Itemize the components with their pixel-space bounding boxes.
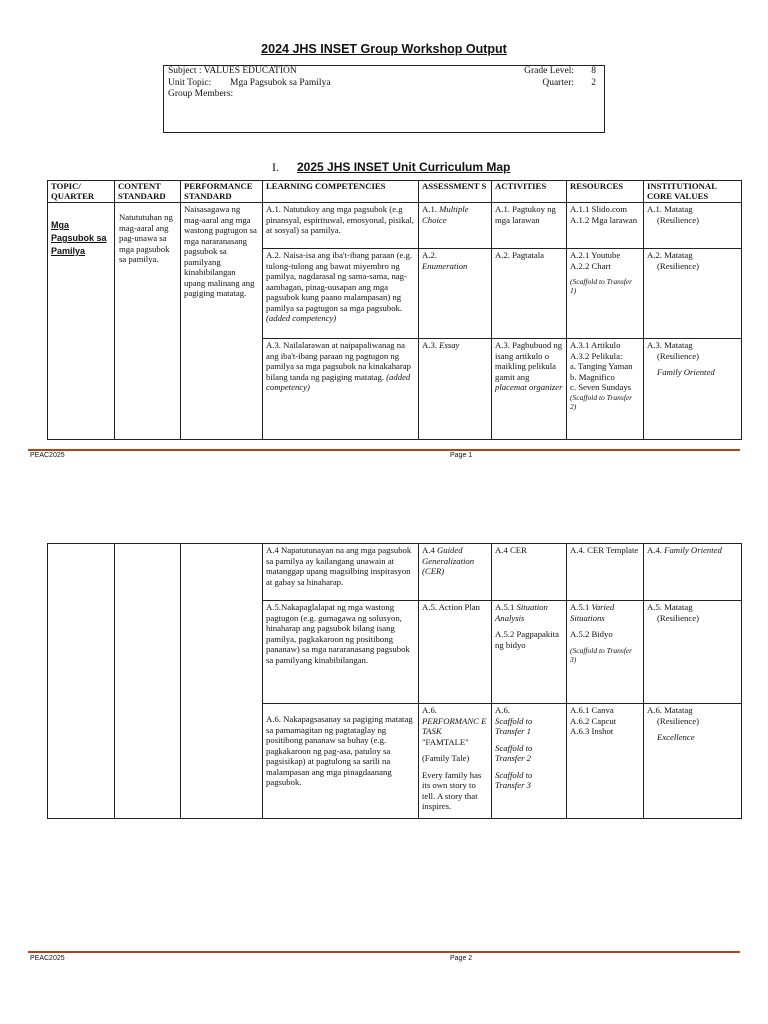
info-row-unit — [168, 78, 600, 90]
info-row-subject — [168, 66, 600, 78]
resource-item: A.6.3 Inshot — [570, 726, 614, 736]
activity-text: A.5.2 Pagpapakita ng bidyo — [495, 629, 559, 650]
footer-left: PEAC2025 — [30, 452, 65, 459]
resource-item: b. Magnifico — [570, 371, 615, 382]
assessment-code: A.3. — [422, 340, 437, 350]
lc-text: A.4 Napatutunayan na ang mga pagsubok sa pamilya ay kailangang unawain at matanggap upang magsilbing inspirasyon at gabay sa hinaharap. — [266, 545, 412, 587]
performance-standard-cell-empty — [181, 544, 263, 819]
section-title: 2025 JHS INSET Unit Curriculum Map — [297, 160, 511, 174]
activity-text: Situation Analysis — [495, 602, 548, 623]
core-values-cell — [644, 339, 742, 440]
lc-cell — [263, 339, 419, 440]
activity-cell — [492, 249, 567, 339]
assessment-text: Multiple Choice — [422, 204, 469, 225]
curriculum-map-table-page1 — [47, 180, 742, 440]
activity-cell — [492, 601, 567, 704]
core-value-code: A.3. Matatag — [647, 340, 693, 350]
assessment-text: Enumeration — [422, 260, 468, 271]
header-topic: TOPIC/ QUARTER — [48, 181, 115, 203]
resources-cell — [567, 339, 644, 440]
assessment-code: A.4 — [422, 545, 435, 555]
activity-code: A.6. — [495, 705, 510, 715]
quarter-value: 2 — [591, 77, 596, 88]
lc-note: (added competency) — [266, 371, 411, 392]
subject-value: VALUES EDUCATION — [203, 66, 297, 76]
members-label: Group Members: — [168, 89, 234, 99]
lc-cell — [263, 544, 419, 601]
assessment-cell — [419, 203, 492, 249]
core-value-text: Excellence — [657, 732, 695, 742]
core-value-code: A.1. Matatag — [647, 204, 693, 214]
header-activities: ACTIVITIES — [492, 181, 567, 203]
unit-label: Unit Topic: — [168, 77, 212, 88]
activity-cell — [492, 544, 567, 601]
assessment-cell — [419, 249, 492, 339]
lc-text: A.5.Nakapaglalapat ng mga wastong pagtugon (e.g. gumagawa ng solusyon, hinaharap ang pagsubok bilang isang pamilya, pagkakaroon ng positibong pananaw) sa mga nararanasang pagsubok sa pamilyang kinabibilangan. — [266, 602, 410, 665]
lc-text: A.6. Nakapagsasanay sa pagiging matatag sa pamamagitan ng pagtataglay ng positibong pananaw sa buhay (e.g. pagkakaroon ng pag-asa, patuloy sa pagsisikap) at pagtulong sa sarili na malampasan ang mga pinagdaanang pagsubok. — [266, 714, 413, 787]
grade-label: Grade Level: — [524, 66, 574, 76]
activity-italic: placemat organizer — [495, 382, 563, 392]
performance-standard-cell — [181, 203, 263, 440]
resources-cell — [567, 704, 644, 819]
topic-text: Mga Pagsubok sa Pamilya — [51, 220, 107, 256]
assessment-cell — [419, 339, 492, 440]
topic-cell-empty — [48, 544, 115, 819]
lc-cell — [263, 704, 419, 819]
assessment-code: A.2. — [422, 250, 437, 260]
core-value-text: (Resilience) — [657, 214, 699, 225]
lc-cell — [263, 203, 419, 249]
resource-code: A.5.1 — [570, 602, 590, 612]
document-title: 2024 JHS INSET Group Workshop Output — [261, 42, 507, 56]
footer-divider — [28, 951, 740, 953]
topic-cell — [48, 203, 115, 440]
curriculum-map-table-page2 — [47, 543, 742, 819]
assessment-text: "FAMTALE" — [422, 736, 469, 747]
assessment-cell — [419, 544, 492, 601]
assessment-code: A.6. — [422, 705, 437, 715]
grade-value: 8 — [591, 66, 596, 76]
core-values-cell — [644, 601, 742, 704]
assessment-cell — [419, 601, 492, 704]
core-values-cell — [644, 544, 742, 601]
activity-cell — [492, 339, 567, 440]
subject-label: Subject : — [168, 66, 202, 76]
footer-page-number: Page 1 — [450, 452, 473, 459]
assessment-text: Guided Generalization (CER) — [422, 545, 475, 576]
core-value-text: Family Oriented — [657, 367, 715, 377]
resource-item: A.3.2 Pelikula: — [570, 350, 623, 361]
activity-text: A.3. Pagbubuod ng isang artikulo o maikling pelikula gamit ang — [495, 340, 563, 382]
resources-cell — [567, 601, 644, 704]
resources-cell — [567, 203, 644, 249]
activity-code: A.5.1 — [495, 602, 515, 612]
resource-item: A.1.2 Mga larawan — [570, 214, 638, 225]
core-values-cell — [644, 203, 742, 249]
activity-text: A.2. Pagtatala — [495, 250, 544, 260]
footer-divider — [28, 449, 740, 451]
activity-text: A.4 CER — [495, 545, 527, 555]
section-number: I. — [272, 160, 279, 174]
resource-item: A.2.1 Youtube — [570, 250, 621, 260]
resource-item: A.4. CER Template — [570, 545, 639, 555]
table-row — [48, 544, 742, 601]
footer-page-number: Page 2 — [450, 955, 473, 962]
performance-standard-text: Naisasagawa ng mag-aaral ang mga wastong pagtugon sa mga nararanasang pagsubok sa pamilyang kinabibilangan upang malinang ang pagiging matatag. — [184, 204, 257, 298]
content-standard-text: Natututuhan ng mag-aaral ang pag-unawa sa mga pagsubok sa pamilya. — [119, 212, 173, 264]
header-content-standard: CONTENT STANDARD — [115, 181, 181, 203]
info-row-members — [168, 89, 600, 101]
resource-item: A.6.2 Capcut — [570, 715, 617, 726]
resource-item: Varied Situations — [570, 602, 615, 623]
assessment-text: Every family has its own story to tell. A story that inspires. — [422, 769, 482, 811]
activity-cell — [492, 704, 567, 819]
unit-value: Mga Pagsubok sa Pamilya — [230, 77, 331, 88]
header-resources: RESOURCES — [567, 181, 644, 203]
resources-cell — [567, 249, 644, 339]
header-core-values: INSTITUTIONAL CORE VALUES — [644, 181, 742, 203]
assessment-text: Essay — [439, 340, 460, 350]
resource-item: A.2.2 Chart — [570, 260, 611, 271]
activity-text: A.1. Pagtukoy ng mga larawan — [495, 204, 556, 225]
content-standard-cell-empty — [115, 544, 181, 819]
lc-text: A.1. Natutukoy ang mga pagsubok (e.g pinansyal, espirituwal, emosyonal, pisikal, at sosyal) sa pamilya. — [266, 204, 414, 235]
resources-cell — [567, 544, 644, 601]
lc-cell — [263, 601, 419, 704]
activity-text: Scaffold to Transfer 1 — [495, 715, 533, 736]
quarter-label: Quarter: — [542, 77, 574, 88]
header-assessments: ASSESSMENT S — [419, 181, 492, 203]
resource-item: a. Tanging Yaman — [570, 361, 633, 371]
lc-text: A.2. Naisa-isa ang iba't-ibang paraan (e.g. tulong-tulong ang bawat miyembro ng pamilya, nagdarasal ng sama-sama, nag-aambagan, pinag-uusapan ang mga pagsubok kung paano malampasan) ng pamilya sa pagtugon sa mga pagsubok. — [266, 250, 413, 313]
core-values-cell — [644, 704, 742, 819]
activity-text: Scaffold to Transfer 2 — [495, 742, 533, 763]
core-values-cell — [644, 249, 742, 339]
table-header-row — [48, 181, 742, 203]
core-value-code: A.5. Matatag — [647, 602, 693, 612]
scaffold-note: (Scaffold to Transfer 3) — [570, 645, 633, 664]
lc-note: (added competency) — [266, 313, 337, 323]
assessment-cell — [419, 704, 492, 819]
table-row — [48, 203, 742, 249]
core-value-text: (Resilience) — [657, 612, 699, 623]
core-value-text: (Resilience) — [657, 715, 699, 726]
lc-text: A.3. Nailalarawan at naipapaliwanag na ang iba't-ibang paraan ng pagtugon ng pamilya sa mga pagsubok na kinakaharap bilang tanda ng pagiging matatag. — [266, 340, 411, 382]
assessment-code: A.1. — [422, 204, 437, 214]
resource-item: A.5.2 Bidyo — [570, 629, 613, 639]
scaffold-note: (Scaffold to Transfer 2) — [570, 392, 633, 411]
resource-item: A.1.1 Slido.com — [570, 204, 627, 214]
lc-cell — [263, 249, 419, 339]
info-box — [163, 65, 605, 133]
resource-item: c. Seven Sundays — [570, 382, 632, 392]
scaffold-note: (Scaffold to Transfer 1) — [570, 277, 633, 295]
assessment-text: (Family Tale) — [422, 753, 470, 763]
activity-text: Scaffold to Transfer 3 — [495, 769, 533, 790]
resource-item: A.6.1 Canva — [570, 705, 614, 715]
activity-cell — [492, 203, 567, 249]
resource-item: A.3.1 Artikulo — [570, 340, 621, 350]
core-value-text: (Resilience) — [657, 350, 699, 361]
section-heading — [272, 160, 510, 175]
core-value-code: A.6. Matatag — [647, 705, 693, 715]
header-performance-standard: PERFORMANCE STANDARD — [181, 181, 263, 203]
header-learning-competencies: LEARNING COMPETENCIES — [263, 181, 419, 203]
footer-left: PEAC2025 — [30, 955, 65, 962]
core-value-text: (Resilience) — [657, 260, 699, 271]
content-standard-cell — [115, 203, 181, 440]
assessment-text: A.5. Action Plan — [422, 602, 480, 612]
core-value-text: Family Oriented — [664, 545, 722, 555]
core-value-code: A.4. — [647, 545, 662, 555]
assessment-text: PERFORMANC E TASK — [422, 715, 487, 736]
core-value-code: A.2. Matatag — [647, 250, 693, 260]
